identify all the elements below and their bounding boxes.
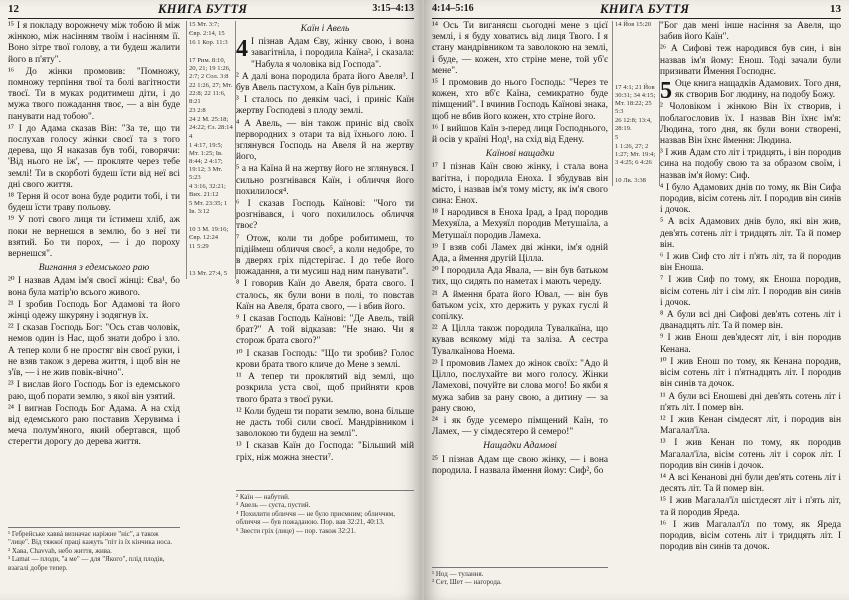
verse-text: ⁶ І сказав Господь Каїнові: "Чого ти розгнівався, і чого похилилось обличчя твоє?	[236, 199, 414, 232]
verse-paragraph	[236, 349, 414, 371]
cross-reference: 23 2:8	[189, 107, 206, 114]
verse-paragraph	[432, 21, 608, 77]
verse-text: Оце книга нащадків Адамових. Того дня, як створив Бог людину, на подобу Божу.	[675, 79, 841, 101]
verse-paragraph	[660, 310, 841, 332]
cross-reference: 16 1 Кор. 11:3	[189, 39, 228, 46]
verse-paragraph	[236, 372, 414, 406]
footnote: ² Каїн — набутий.	[236, 493, 290, 501]
verse-paragraph	[660, 78, 841, 105]
footnote: ³ Авель — суєта, пустий.	[236, 501, 311, 510]
verse-text: ¹⁶ До жінки промовив: "Помножу, помножу терпіння твої та болі вагітности твоєї. Ти в муках родитимеш діти, і до мужа твого пожадання твоє, — а він буде панувати над тобою".	[8, 66, 180, 122]
verse-text: ²⁰ І назвав Адам ім'я своєї жінці: Єва¹, бо вона була матір'ю всього живого.	[8, 276, 180, 298]
verse-paragraph	[432, 208, 608, 242]
verse-text: ²² А Цілла також породила Тувалкаїна, що кував всякому міді та заліза. А сестра Тувалкаїнова Ноема.	[432, 324, 608, 357]
page-number-left: 12	[8, 3, 19, 15]
verse-paragraph	[8, 404, 180, 449]
verse-text: ¹⁷ І до Адама сказав Він: "За те, що ти послухав голосу жінки своєї та з того дерева, що Я наказав був тобі, говорячи: 'Від нього не їж', — прокляте через тебе землі! Ти в скорботі будеш їсти від неї всі дні свого життя.	[8, 123, 180, 190]
verse-paragraph	[236, 314, 414, 348]
verse-text: І пізнав Адам Єву, жінку свою, і вона завагітніла, і породила Каїна², і сказала: "Набула я чоловіка від Господа".	[251, 37, 414, 70]
verse-text: ¹³ І сказав Каїн до Господа: "Більший мій гріх, ніж можна знести⁷.	[236, 441, 414, 463]
verse-paragraph	[660, 275, 841, 309]
page-number-right: 13	[830, 3, 841, 15]
verse-paragraph	[660, 496, 841, 518]
section-heading: Каїн і Авель	[300, 23, 350, 34]
verse-text: ¹¹ А тепер ти проклятий від землі, що розкрила уста свої, щоб прийняти кров твого брата з твоєї руки.	[236, 372, 414, 405]
chapter-number: 4	[236, 36, 248, 63]
verse-text: ¹⁰ І сказав Господь: "Що ти зробив? Голос крови брата твого кличе до Мене з землі.	[236, 348, 414, 370]
verse-paragraph	[236, 164, 414, 198]
verse-text: ¹⁶ І жив Магалал'їл по тому, як Яреда породив, вісім сотень літ і тридцять літ. І породив він синів та дочок.	[660, 519, 841, 553]
verse-text: ²⁶ А Сифові теж народився був син, і він назвав ім'я йому: Енош. Тоді зачали були призивати Ймення Господнє.	[660, 44, 841, 77]
verse-text: ⁸ А були всі дні Сифові дев'ять сотень літ і дванадцять літ. Та й помер він.	[660, 310, 841, 332]
footnotes-left-2	[236, 490, 414, 535]
verse-paragraph	[432, 162, 608, 207]
verse-text: ²² І сказав Господь Бог: "Ось став чоловік, немов один із Нас, щоб знати добро і зло. А тепер коли б не простяг він своєї руки, і не взяв також з дерева життя, і щоб він не з'їв, — і не жив повік-вічно".	[8, 323, 180, 379]
verse-paragraph	[660, 473, 841, 495]
verse-text: "Бог дав мені інше насіння за Авеля, що забив його Каїн".	[660, 21, 841, 43]
left-column-2	[236, 21, 414, 465]
footnote: ⁵ Звести гріх (лице) — пор. також 32:21.	[236, 526, 356, 535]
verse-range-right: 4:14–5:16	[432, 3, 474, 14]
running-title-left: КНИГА БУТТЯ	[158, 2, 248, 16]
verse-paragraph	[660, 44, 841, 78]
verse-text: ¹⁵ І жив Магалал'їл шістдесят літ і п'ять літ, та й породив Яреда.	[660, 496, 841, 518]
cross-reference	[189, 261, 233, 269]
verse-paragraph	[236, 95, 414, 117]
cross-reference	[189, 48, 233, 56]
verse-paragraph	[432, 324, 608, 358]
verse-text: ¹⁶ І вийшов Каїн з-перед лиця Господнього, й осів у країні Нод¹, на схід від Едену.	[432, 123, 608, 146]
verse-paragraph	[8, 21, 180, 66]
right-page-header	[432, 2, 841, 19]
cross-reference: 17 Рим. 8:10, 20, 21; 19 1:26, 2:7; 2 Сол. 3:8	[189, 57, 231, 80]
verse-paragraph	[8, 323, 180, 379]
verse-paragraph	[660, 333, 841, 355]
verse-paragraph	[236, 441, 414, 463]
cross-reference: 24 2 М. 25:18; 24:22; Єз. 28:14	[189, 116, 233, 131]
left-page-header	[8, 2, 414, 19]
cross-reference: 1 1:26, 27; 2 1:27; Мт. 19:4; 3 4:25; 6 4:26	[615, 143, 656, 166]
verse-text: ⁵ А всіх Адамових днів було, які він жив, дев'ять сотень літ і тридцять літ. Та й помер він.	[660, 217, 841, 250]
cross-reference: 4	[189, 133, 193, 140]
verse-text: ² А далі вона породила брата його Авеля³. І був Авель пастухом, а Каїн був рільник.	[236, 71, 414, 94]
cross-reference	[189, 252, 233, 260]
cross-reference	[615, 66, 657, 74]
section-heading: Нащадки Адамові	[483, 440, 557, 452]
verse-paragraph	[432, 455, 608, 477]
cross-reference: 4 3:16, 32:21; Вих. 21:12	[189, 183, 226, 198]
footnote: ¹ Гебрейське хаввá визначає наріжне "ніс", а також "лице". Від тяжкої праці кажуть "піт із їх кінчика носа.	[8, 530, 173, 547]
left-page	[0, 0, 422, 600]
verse-text: ⁴ І було Адамових днів по тому, як Він Сифа породив, вісім сотень літ. І породив він синів і дочок.	[660, 182, 841, 216]
verse-text: ¹⁴ А всі Кенанові дні були дев'ять сотень літ і десять літ. Та й помер він.	[660, 472, 841, 495]
verse-text: ¹² І жив Кенан сімдесят літ, і породив він Магалал'їла.	[660, 414, 841, 437]
verse-range-left: 3:15–4:13	[372, 3, 414, 14]
cross-reference: 5 Мт. 23:35; 1 Ів. 3:12	[189, 200, 228, 215]
verse-text: ⁵ а на Каїна й на жертву його не зглянувся. І сильно розгнівався Каїн, і обличчя його похилилося⁴.	[236, 164, 414, 197]
verse-text: ¹⁹ У поті свого лиця ти їстимеш хліб, аж поки не вернешся в землю, бо з неї ти взятий. Бо ти порох, — і до пороху вернешся".	[8, 215, 180, 260]
verse-text: ²⁰ І породила Ада Явала, — він був батьком тих, що сидять по наметах і мають череду.	[432, 266, 608, 288]
verse-text: ³ І сталось по деякім часі, і приніс Каїн жертву Господеві з плоду землі.	[236, 95, 414, 117]
chapter-number: 5	[660, 78, 672, 105]
cross-reference	[615, 75, 657, 83]
verse-text: ¹⁰ І жив Енош по тому, як Кенана породив, вісім сотень літ і п'ятнадцять літ. І породив він синів та дочок.	[660, 356, 841, 390]
verse-text: ²⁴ І вигнав Господь Бог Адама. А на схід від едемського раю поставив Херувима і меча полум'яного, який обертався, щоб стерегти дорогу до дерева життя.	[8, 403, 180, 448]
verse-paragraph	[660, 183, 841, 217]
verse-text: ¹⁹ І взяв собі Ламех дві жінки, ім'я одній Ада, а ймення другій Цілла.	[432, 242, 608, 265]
verse-paragraph	[236, 37, 414, 71]
verse-paragraph	[660, 217, 841, 251]
footnote: ² Хава, Chavvah, небо життя, жива.	[8, 546, 112, 555]
cross-reference	[189, 217, 233, 225]
footnotes-left-1	[8, 527, 180, 572]
verse-text: ⁴ А Авель, — він також приніс від своїх первородних з отари та від їхнього лою. І зглянувся Господь на Авеля й на жертву його,	[236, 118, 414, 163]
right-page	[424, 0, 849, 600]
cross-reference: 1 4:17, 19:5; Мт. 1:25; Ів. 8:44; 2 4:17; 19:12; 3 Мт. 5:23	[189, 142, 223, 181]
verse-paragraph	[432, 416, 608, 438]
footnote: ² Сет, Шет — нагорода.	[432, 578, 502, 587]
verse-paragraph	[236, 234, 414, 279]
verse-paragraph	[8, 67, 180, 123]
verse-text: ²³ І вислав його Господь Бог із едемського раю, щоб порати землю, з якої він узятий.	[8, 380, 180, 402]
verse-paragraph	[236, 119, 414, 164]
cross-reference	[615, 57, 657, 65]
verse-text: ¹⁷ І пізнав Каїн свою жінку, і стала вона вагітна, і породила Еноха. І збудував він місто, і назвав ім'я тому місту, як ім'я свого сина: Енох.	[432, 162, 608, 207]
cross-reference: 26 12:8; 13:4, 28:19.	[615, 117, 652, 132]
cross-reference	[615, 39, 657, 47]
verse-paragraph	[432, 78, 608, 123]
cross-reference: 5	[615, 134, 619, 141]
verse-text: ¹⁸ І народився в Еноха Ірад, а Ірад породив Мехуяїла, а Мехуяїл породив Метушаїла, а Метушаїл породив Ламеха.	[432, 208, 608, 241]
section-heading: Вигнання з едемського раю	[38, 262, 150, 274]
cross-reference	[615, 48, 657, 56]
cross-references-left	[186, 21, 236, 279]
cross-reference	[615, 30, 657, 38]
verse-paragraph	[660, 21, 841, 43]
verse-text: ⁷ І жив Сиф по тому, як Еноша породив, вісім сотень літ і сім літ. І породив він синів і дочок.	[660, 275, 841, 308]
verse-paragraph	[660, 148, 841, 182]
verse-paragraph	[8, 380, 180, 402]
verse-text: ²⁴ і як буде усемеро пімщений Каїн, то Ламех, — у сімдесятеро й семеро!"	[432, 415, 608, 438]
cross-reference: 10 Лк. 3:38	[615, 177, 646, 184]
cross-reference: 10 3 М. 19:16; Євр. 12:24	[189, 226, 229, 241]
verse-paragraph	[236, 72, 414, 94]
verse-paragraph	[8, 192, 180, 214]
verse-paragraph	[8, 215, 180, 260]
right-column-2	[660, 21, 841, 554]
verse-text: ⁸ І говорив Каїн до Авеля, брата свого. І сталось, як були вони в полі, то повстав Каїн на Авеля, брата свого, — і вбив його.	[236, 279, 414, 312]
verse-text: ⁷ Отож, коли ти добре робитимеш, то підіймеш обличчя своє⁵, а коли недобре, то в дверях гріх підстерігає. І до тебе його пожадання, а ти мусиш над ним панувати".	[236, 233, 414, 278]
verse-paragraph	[432, 290, 608, 324]
verse-paragraph	[432, 124, 608, 146]
verse-text: ²³ І промовив Ламех до жінок своїх: "Адо й Цілло, послухайте ви мого голосу. Жінки Ламехові, почуйте ви слова мого! Бо якби я мужа забив за рану свою, а дитину — за рану свою,	[432, 358, 608, 414]
verse-text: ⁶ І жив Сиф сто літ і п'ять літ, та й породив він Еноша.	[660, 252, 841, 274]
cross-reference	[615, 168, 657, 176]
verse-text: ¹¹ А були всі Еношеві дні дев'ять сотень літ і п'ять літ. І помер він.	[660, 391, 841, 413]
verse-paragraph	[660, 252, 841, 274]
cross-reference: Євр. 2:14, 15	[189, 30, 225, 37]
verse-paragraph	[236, 279, 414, 313]
left-column-1	[8, 21, 180, 450]
verse-text: ¹² Коли будеш ти порати землю, вона більше не дасть тобі сили своєї. Мандрівником і заволокою ти будеш на землі".	[236, 406, 414, 440]
cross-reference: 14 Йов 15:20	[615, 21, 652, 28]
footnotes-right	[432, 567, 608, 587]
verse-paragraph	[660, 357, 841, 391]
verse-paragraph	[8, 124, 180, 191]
verse-paragraph	[660, 438, 841, 472]
verse-paragraph	[432, 243, 608, 265]
verse-paragraph	[660, 520, 841, 554]
verse-text: ⁹ І жив Енош дев'ядесят літ, і він породив Кенана.	[660, 333, 841, 355]
verse-paragraph	[236, 199, 414, 233]
verse-text: ¹³ І жив Кенан по тому, як породив Магалал'їла, вісім сотень літ і сорок літ. І породив він синів і дочок.	[660, 438, 841, 471]
verse-text: ¹⁵ І промовив до нього Господь: "Через те кожен, хто вб'є Каїна, семикратно буде пімщений". І вчинив Господь Каїнові знака, щоб не вбив його кожен, хто стріне його.	[432, 78, 608, 122]
footnote: ¹ Нод — тулання.	[432, 570, 484, 578]
verse-paragraph	[432, 359, 608, 415]
verse-paragraph	[8, 276, 180, 298]
verse-text: ² Чоловіком і жінкою Він їх створив, і поблагословив їх. І назвав Він їхнє ім'я: Людина, того дня, як були вони створені, назвав Він їхнє ймення: Людина.	[660, 102, 841, 147]
right-column-1	[432, 21, 608, 478]
verse-text: ¹⁴ Ось Ти виганяєш сьогодні мене з цієї землі, і я буду ховатись від лиця Твого. І я стану мандрівником та заволокою на землі, і буде, — кожен, хто стріне мене, той уб'є мене".	[432, 21, 608, 76]
verse-text: ⁹ І сказав Господь Каїнові: "Де Авель, твій брат?" А той відказав: "Не знаю. Чи я сторож брата свого?"	[236, 314, 414, 347]
verse-paragraph	[8, 300, 180, 322]
verse-text: ²⁵ І пізнав Адам ще свою жінку, — і вона породила. І назвала ймення йому: Сиф², бо	[432, 454, 608, 476]
verse-text: ²¹ А ймення брата його Ювал, — він був батьком усіх, хто держить у руках гуслі й сопілку.	[432, 289, 608, 323]
cross-reference: 22 1:26, 27; Мт. 22:8; 22 11:6, 8:21	[189, 82, 233, 105]
verse-text: ¹⁵ І я покладу ворожнечу між тобою й між жінкою, між насінням твоїм і насінням її. Воно зітре твої голову, а ти будеш жалити його в п'яту".	[8, 21, 180, 65]
footnote: ³ Lamat — плоди, "а ме" — для "Якого", плід плодів, взагалі добре тепер.	[8, 555, 165, 572]
cross-reference: 17 4:1; 21 Йов 30:31; 34 4:15; Мт. 18:22; 25 5:3	[615, 84, 656, 115]
verse-paragraph	[236, 407, 414, 441]
verse-paragraph	[660, 415, 841, 437]
running-title-right: КНИГА БУТТЯ	[600, 2, 690, 16]
cross-reference: 15 Мт. 3:7;	[189, 21, 220, 28]
verse-paragraph	[660, 102, 841, 147]
verse-paragraph	[660, 392, 841, 414]
verse-paragraph	[432, 266, 608, 288]
verse-text: ¹⁸ Терня й осот вона буде родити тобі, і ти будеш їсти траву польову.	[8, 192, 180, 214]
footnote: ⁴ Похилити обличчя — не було приємним; обличчям, обличчя — був пожаданою. Пор. вав 32:21, 40:13.	[236, 509, 395, 527]
section-heading: Каїнові нащадки	[485, 148, 555, 160]
cross-reference: 13 Мт. 27:4, 5	[189, 270, 228, 277]
verse-text: ³ І жив Адам сто літ і тридцять, і він породив сина на подобу свою та за образом своїм, і назвав ім'я йому: Сиф.	[660, 148, 841, 181]
cross-reference: 11 5:29	[189, 243, 209, 250]
cross-references-right	[612, 21, 660, 186]
verse-text: ²¹ І зробив Господь Бог Адамові та його жінці одежу шкуряну і зодягнув їх.	[8, 299, 180, 322]
